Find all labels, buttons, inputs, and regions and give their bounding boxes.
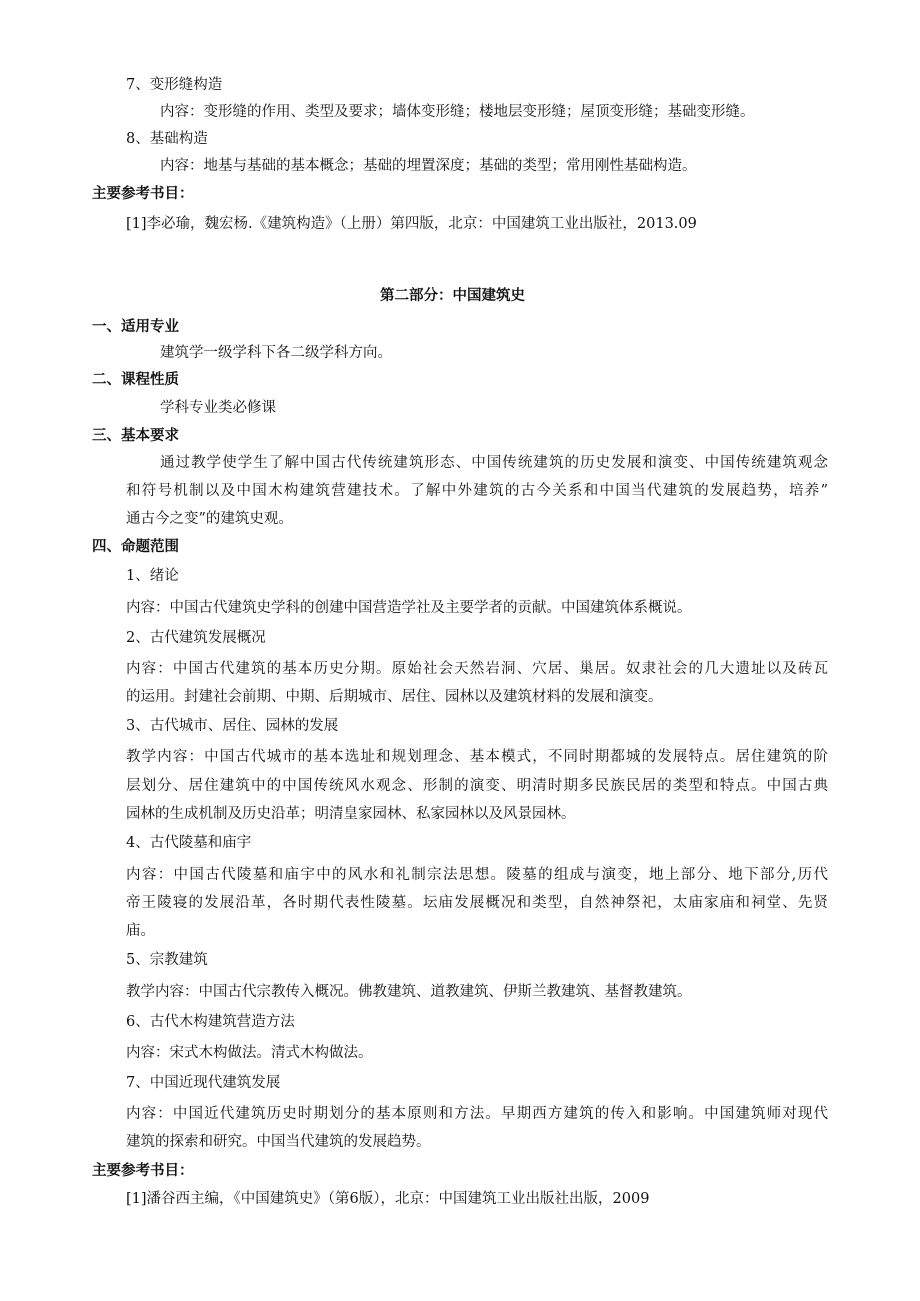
topic-title: 3、古代城市、居住、园林的发展 [126,718,339,734]
topic-content-line: 教学内容：中国古代城市的基本选址和规划理念、基本模式，不同时期都城的发展特点。居住建筑的阶 [126,749,828,765]
topic-content-line: 内容：中国古代建筑史学科的创建中国营造学社及主要学者的贡献。中国建筑体系概说。 [126,600,692,616]
item-7-title: 7、变形缝构造 [126,77,223,93]
reference-item: [1]潘谷西主编，《中国建筑史》（第6版），北京：中国建筑工业出版社出版，2009 [126,1191,650,1207]
topic-content-line: 层划分、居住建筑中的中国传统风水观念、形制的演变、明清时期多民族民居的类型和特点。中国古典 [126,778,828,794]
topic-content-line: 建筑的探索和研究。中国当代建筑的发展趋势。 [126,1134,431,1150]
part-title: 第二部分：中国建筑史 [380,287,525,304]
section-heading-course-nature: 二、课程性质 [92,371,179,388]
topic-title: 7、中国近现代建筑发展 [126,1075,281,1091]
item-8-content: 内容：地基与基础的基本概念；基础的埋置深度；基础的类型；常用刚性基础构造。 [160,158,697,174]
topic-title: 2、古代建筑发展概况 [126,630,266,646]
section-heading-scope: 四、命题范围 [92,538,179,555]
topic-content-line: 庙。 [126,923,155,939]
references-heading: 主要参考书目： [92,185,194,202]
topic-content-line: 内容：中国近代建筑历史时期划分的基本原则和方法。早期西方建筑的传入和影响。中国建筑师对现代 [126,1106,828,1122]
topic-content-line: 内容：中国古代陵墓和庙宇中的风水和礼制宗法思想。陵墓的组成与演变，地上部分、地下部分,历代 [126,867,828,883]
section-heading-requirements: 三、基本要求 [92,427,179,444]
topic-content-line: 内容：中国古代建筑的基本历史分期。原始社会天然岩洞、穴居、巢居。奴隶社会的几大遗址以及砖瓦 [126,661,828,677]
topic-title: 6、古代木构建筑营造方法 [126,1014,295,1030]
requirements-line: 通过教学使学生了解中国古代传统建筑形态、中国传统建筑的历史发展和演变、中国传统建筑观念 [160,455,828,471]
topic-content-line: 教学内容：中国古代宗教传入概况。佛教建筑、道教建筑、伊斯兰教建筑、基督教建筑。 [126,984,692,1000]
requirements-line: 通古今之变”的建筑史观。 [126,511,293,527]
topic-title: 1、绪论 [126,568,179,584]
references-heading: 主要参考书目： [92,1162,194,1179]
topic-title: 4、古代陵墓和庙宇 [126,835,252,851]
topic-content-line: 的运用。封建社会前期、中期、后期城市、居住、园林以及建筑材料的发展和演变。 [126,689,663,705]
item-7-content: 内容：变形缝的作用、类型及要求；墙体变形缝；楼地层变形缝；屋顶变形缝；基础变形缝。 [160,104,755,120]
section-heading-majors: 一、适用专业 [92,318,179,335]
topic-content-line: 内容：宋式木构做法。清式木构做法。 [126,1045,373,1061]
reference-item: [1]李必瑜，魏宏杨.《建筑构造》（上册）第四版，北京：中国建筑工业出版社，2013.09 [126,216,697,232]
requirements-line: 和符号机制以及中国木构建筑营建技术。了解中外建筑的古今关系和中国当代建筑的发展趋势，培养” [126,483,828,499]
topic-content-line: 帝王陵寝的发展沿革，各时期代表性陵墓。坛庙发展概况和类型，自然神祭祀，太庙家庙和祠堂、先贤 [126,895,828,911]
item-8-title: 8、基础构造 [126,131,208,147]
section-content-majors: 建筑学一级学科下各二级学科方向。 [160,345,392,361]
topic-title: 5、宗教建筑 [126,952,208,968]
topic-content-line: 园林的生成机制及历史沿革；明清皇家园林、私家园林以及风景园林。 [126,806,576,822]
section-content-course-nature: 学科专业类必修课 [160,400,276,416]
